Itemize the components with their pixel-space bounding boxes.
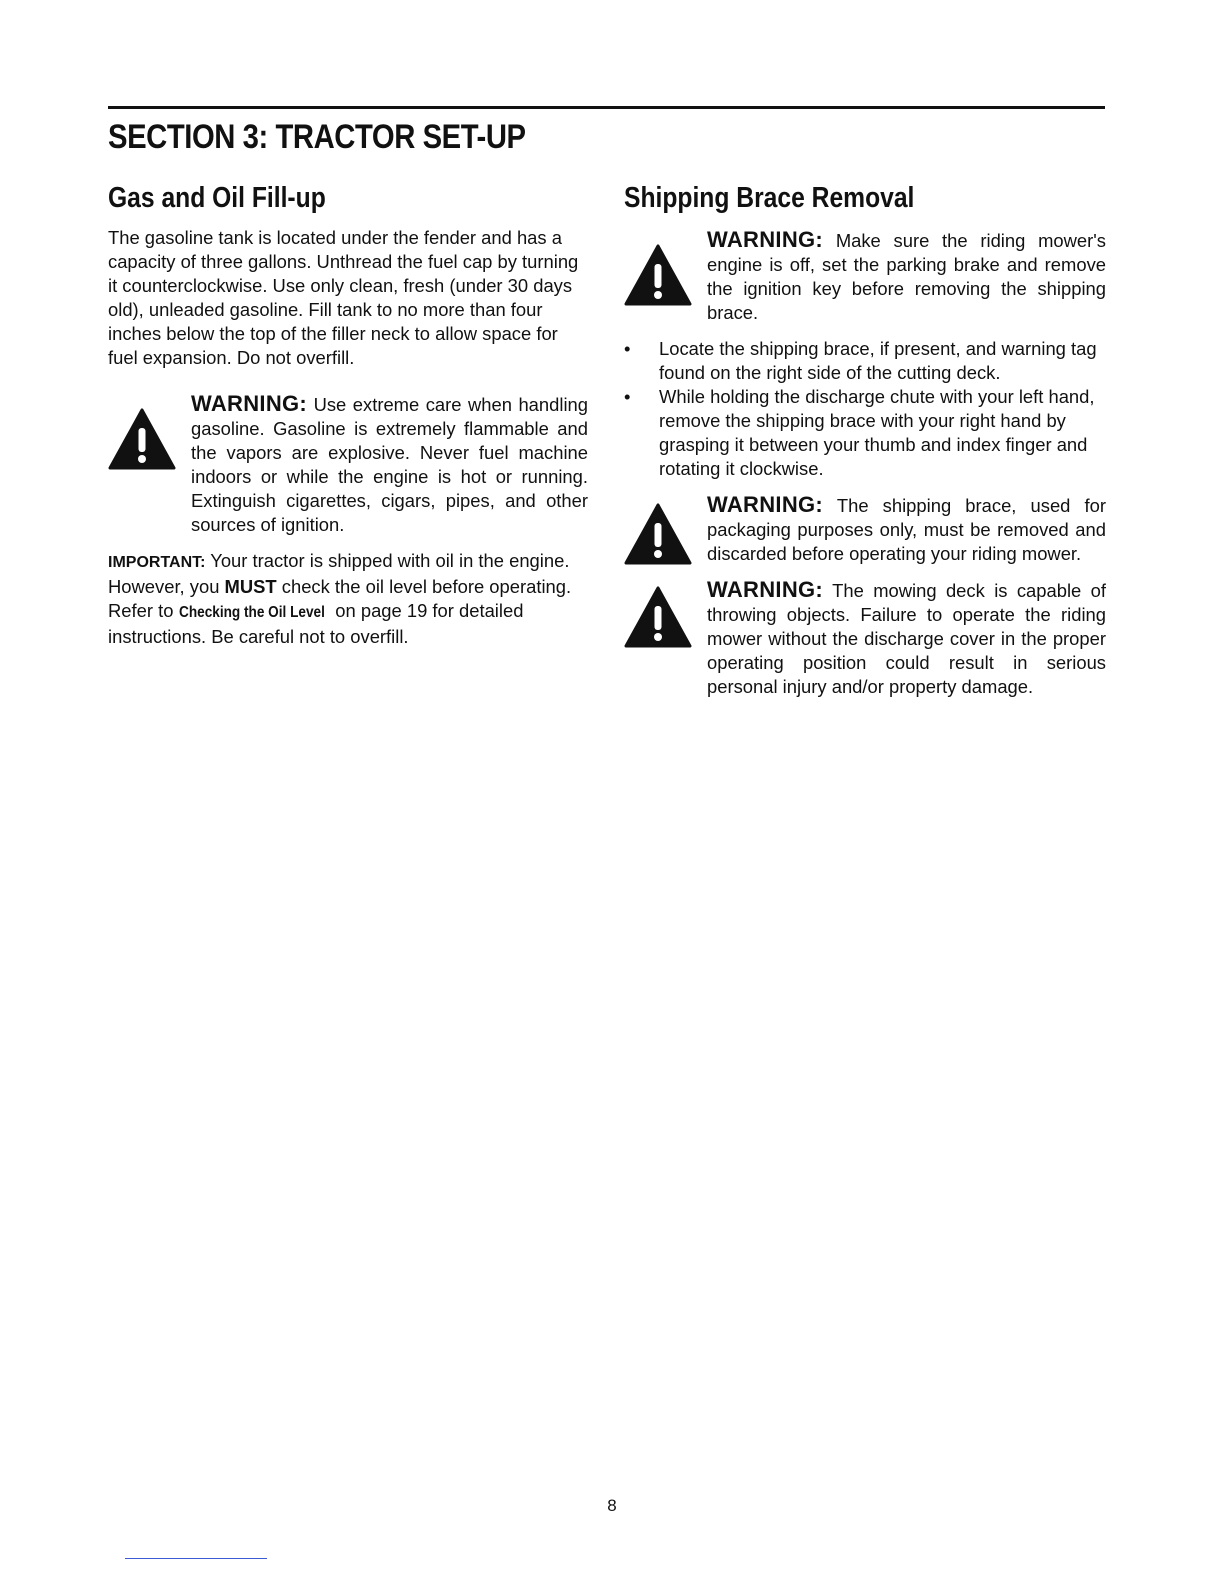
section-title: SECTION 3: TRACTOR SET-UP [108, 118, 526, 156]
list-item-text: While holding the discharge chute with your left hand, remove the shipping brace with your right hand by grasping it between your thumb and index finger and rotating it clockwise. [659, 386, 1095, 479]
warning-triangle-icon [108, 408, 176, 470]
warning-label: WARNING: [707, 492, 824, 517]
warning-label: WARNING: [191, 391, 308, 416]
right-column [624, 182, 1106, 699]
list-item [624, 385, 1106, 481]
shipping-brace-heading: Shipping Brace Removal [624, 182, 915, 214]
list-item [624, 337, 1106, 385]
section-rule [108, 106, 1105, 109]
thrown-objects-warning [624, 578, 1106, 699]
warning-text: Use extreme care when handling gasoline. Gasoline is extremely flammable and the vapors are explosive. Never fuel machine indoors or while the engine is hot or running. Extinguish cigarettes, cigars, pipes, and other sources of ignition. [191, 394, 588, 535]
important-note [108, 549, 588, 649]
engine-off-warning [624, 228, 1106, 325]
oil-level-reference: Checking the Oil Level [178, 604, 325, 621]
must-emphasis: MUST [224, 576, 277, 597]
warning-label: WARNING: [707, 577, 824, 602]
gasoline-warning [108, 392, 588, 537]
footer-line [125, 1558, 267, 1559]
brace-steps-list [624, 337, 1106, 481]
warning-triangle-icon [624, 503, 692, 565]
gas-fill-paragraph: The gasoline tank is located under the fender and has a capacity of three gallons. Unthread the fuel cap by turning it counterclockwise. Use only clean, fresh (under 30 days old), unleaded gasoline. Fill tank to no more than four inches below the top of the filler neck to allow space for fuel expansion. Do not overfill. [108, 227, 579, 368]
page-number: 8 [607, 1496, 617, 1515]
warning-label: WARNING: [707, 227, 824, 252]
warning-triangle-icon [624, 244, 692, 306]
bullet-icon: • [624, 386, 631, 407]
important-label: IMPORTANT: [108, 554, 206, 571]
important-text: on page 19 for detailed instructions. Be careful not to overfill. [108, 600, 524, 647]
important-text: Your tractor is shipped with oil in the engine. However, you [108, 550, 570, 597]
bullet-icon: • [624, 338, 631, 359]
gas-oil-heading: Gas and Oil Fill-up [108, 182, 326, 214]
warning-text: The mowing deck is capable of throwing objects. Failure to operate the riding mower without the discharge cover in the proper operating position could result in serious personal injury and/or property damage. [707, 580, 1106, 697]
brace-discard-warning [624, 493, 1106, 566]
list-item-text: Locate the shipping brace, if present, and warning tag found on the right side of the cutting deck. [659, 338, 1097, 383]
important-text: check the oil level before operating. Refer to [108, 576, 572, 621]
warning-text: The shipping brace, used for packaging purposes only, must be removed and discarded before operating your riding mower. [707, 495, 1106, 564]
warning-triangle-icon [624, 586, 692, 648]
left-column [108, 182, 588, 649]
warning-text: Make sure the riding mower's engine is off, set the parking brake and remove the ignition key before removing the shipping brace. [707, 230, 1106, 323]
